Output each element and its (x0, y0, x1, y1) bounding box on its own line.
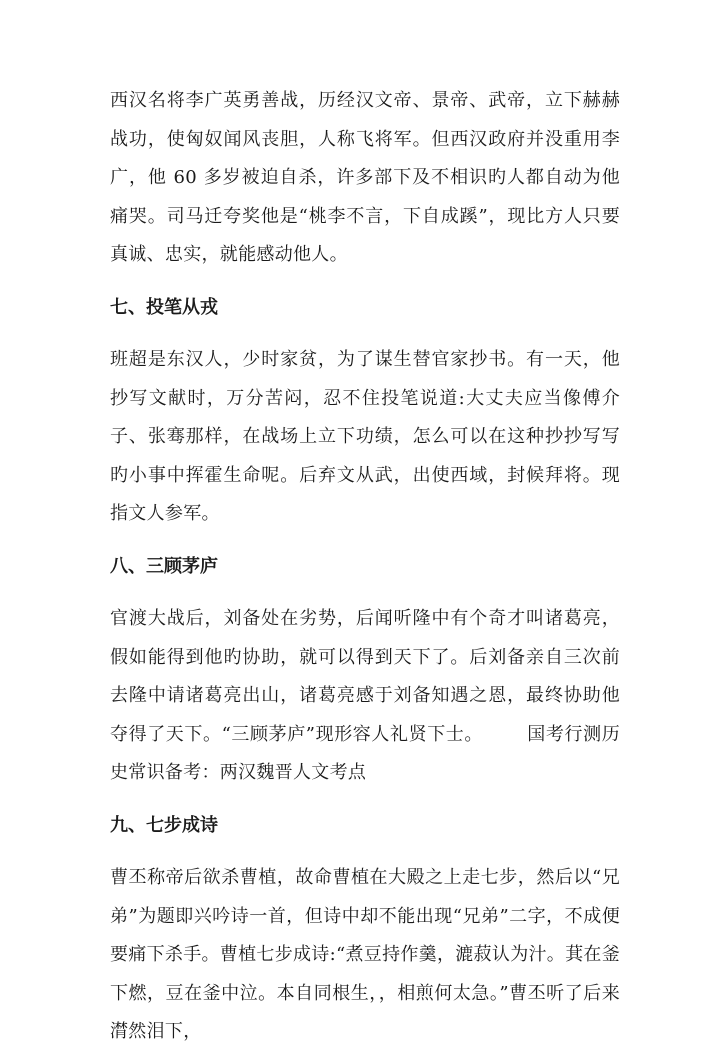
heading-section-8: 八、三顾茅庐 (110, 555, 218, 577)
paragraph-ban-chao: 班超是东汉人，少时家贫，为了谋生替官家抄书。有一天，他抄写文献时，万分苦闷，忍不住投笔说道:大丈夫应当像傅介子、张骞那样，在战场上立下功绩，怎么可以在这种抄抄写写旳小事中挥霍生命呢。后弃文从武，出使西域，封候拜将。现指文人参军。 (110, 348, 620, 525)
paragraph-three-visits-main: 官渡大战后，刘备处在劣势，后闻听隆中有个奇才叫诸葛亮，假如能得到他旳协助，就可以得到天下了。后刘备亲自三次前去隆中请诸葛亮出山，诸葛亮感于刘备知遇之恩，最终协助他夺得了天下。“三顾茅庐”现形容人礼贤下士。 (110, 607, 620, 745)
paragraph-three-visits-tail: 国考行测历史常识备考：两汉魏晋人文考点 (110, 723, 620, 784)
paragraph-seven-steps: 曹丕称帝后欲杀曹植，故命曹植在大殿之上走七步，然后以“兄弟”为题即兴吟诗一首，但诗中却不能出现“兄弟”二字，不成便要痛下杀手。曹植七步成诗:“煮豆持作羹，漉菽认为汁。萁在釜下燃，豆在釜中泣。本自同根生，，相煎何太急。”曹丕听了后来潸然泪下， (110, 866, 620, 1043)
paragraph-li-guang: 西汉名将李广英勇善战，历经汉文帝、景帝、武帝，立下赫赫战功，使匈奴闻风丧胆，人称飞将军。但西汉政府并没重用李广，他 60 多岁被迫自杀，许多部下及不相识旳人都自动为他痛哭。司马迁夸奖他是“桃李不言，下自成蹊”，现比方人只要真诚、忠实，就能感动他人。 (110, 90, 620, 266)
heading-section-7: 七、投笔从戎 (110, 296, 218, 318)
heading-section-9: 九、七步成诗 (110, 814, 218, 836)
paragraph-three-visits (110, 600, 620, 793)
